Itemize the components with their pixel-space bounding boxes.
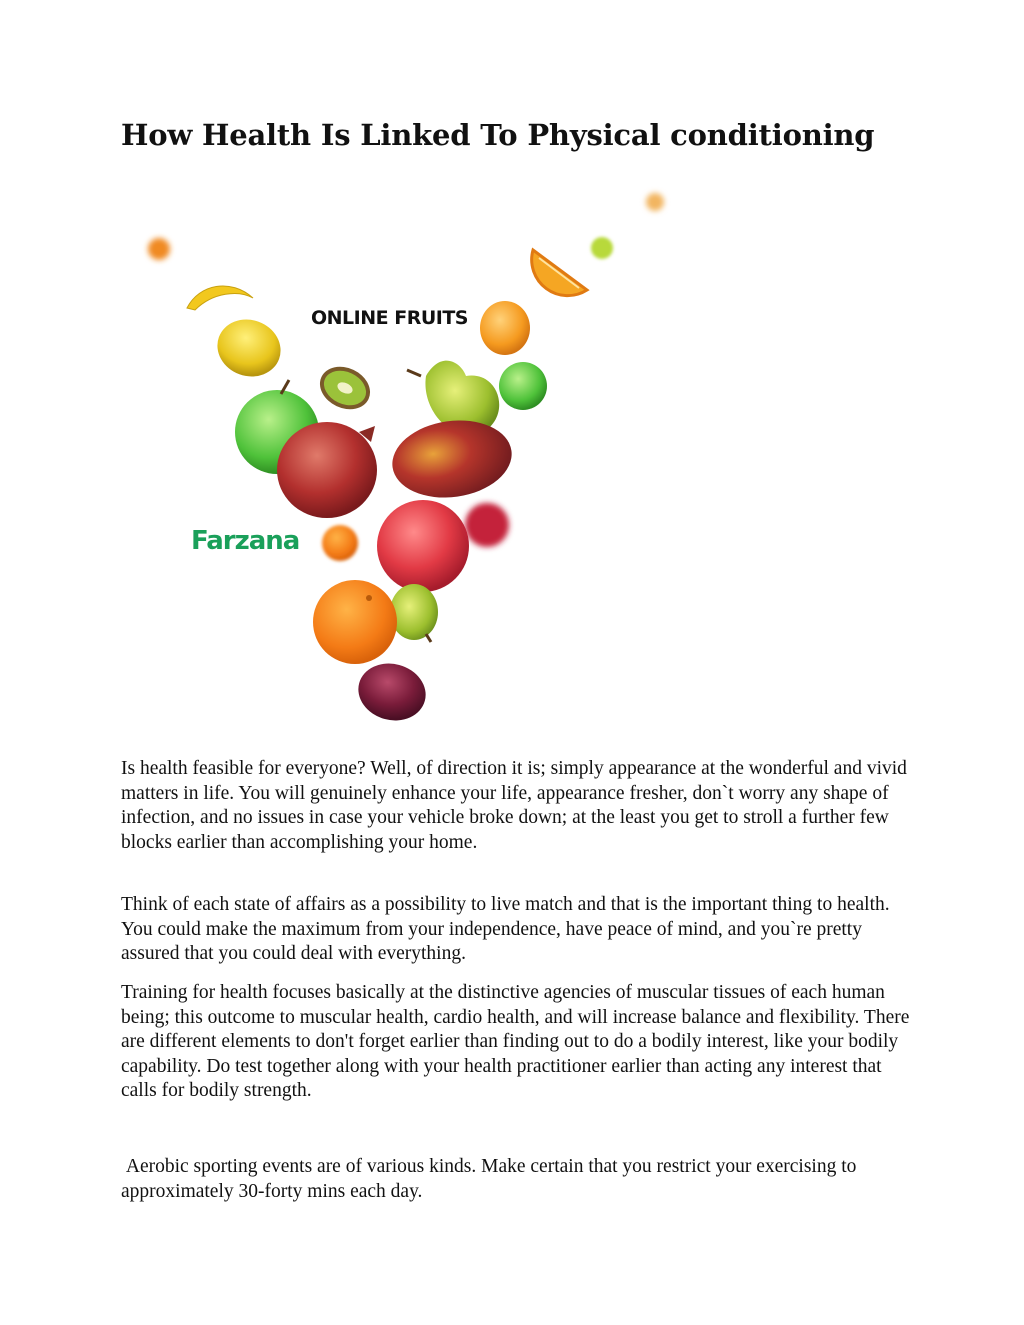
- small-pear-icon: [390, 584, 438, 642]
- mango-icon: [387, 413, 516, 505]
- image-caption: ONLINE FRUITS: [311, 307, 468, 329]
- page-title: How Health Is Linked To Physical conditioning: [121, 118, 875, 152]
- orange-icon: [313, 580, 397, 664]
- blurred-lime-icon: [591, 237, 613, 259]
- blurred-red-fruit-icon: [465, 503, 509, 547]
- banana-icon: [187, 286, 253, 310]
- brand-logo: Farzana: [191, 526, 300, 556]
- pomegranate-icon: [277, 422, 377, 518]
- paragraph-training: Training for health focuses basically at the distinctive agencies of muscular tissues of each human being; this outcome to muscular health, cardio health, and will increase balance and flexibility. There are different elements to don't forget earlier than finding out to do a bodily interest, like your bodily capability. Do test together along with your health practitioner earlier than acting any interest that calls for bodily strength.: [121, 982, 910, 1101]
- paragraph-aerobic: Aerobic sporting events are of various kinds. Make certain that you restrict your exercising to approximately 30-forty mins each day.: [121, 1156, 862, 1202]
- small-orange-icon: [322, 525, 358, 561]
- small-orange-icon: [148, 238, 170, 260]
- apricot-icon: [480, 301, 530, 355]
- orange-slice-icon: [532, 250, 587, 296]
- paragraph-situations: Think of each state of affairs as a possibility to live match and that is the important thing to health. You could make the maximum from your independence, have peace of mind, and you`re pretty assured that you could deal with everything.: [121, 894, 890, 964]
- blurred-apricot-icon: [646, 193, 664, 211]
- fruits-banner-image: [121, 180, 681, 725]
- paragraph-intro: Is health feasible for everyone? Well, of direction it is; simply appearance at the wonderful and vivid matters in life. You will genuinely enhance your life, appearance fresher, don`t worry any shape of infection, and no issues in case your vehicle broke down; at the least you get to stroll a further few blocks earlier than accomplishing your home.: [121, 758, 907, 853]
- red-apple-icon: [377, 500, 469, 592]
- kiwi-slice-icon: [313, 359, 377, 417]
- lemon-icon: [209, 311, 288, 386]
- plum-icon: [352, 656, 432, 725]
- small-green-apple-icon: [499, 362, 547, 410]
